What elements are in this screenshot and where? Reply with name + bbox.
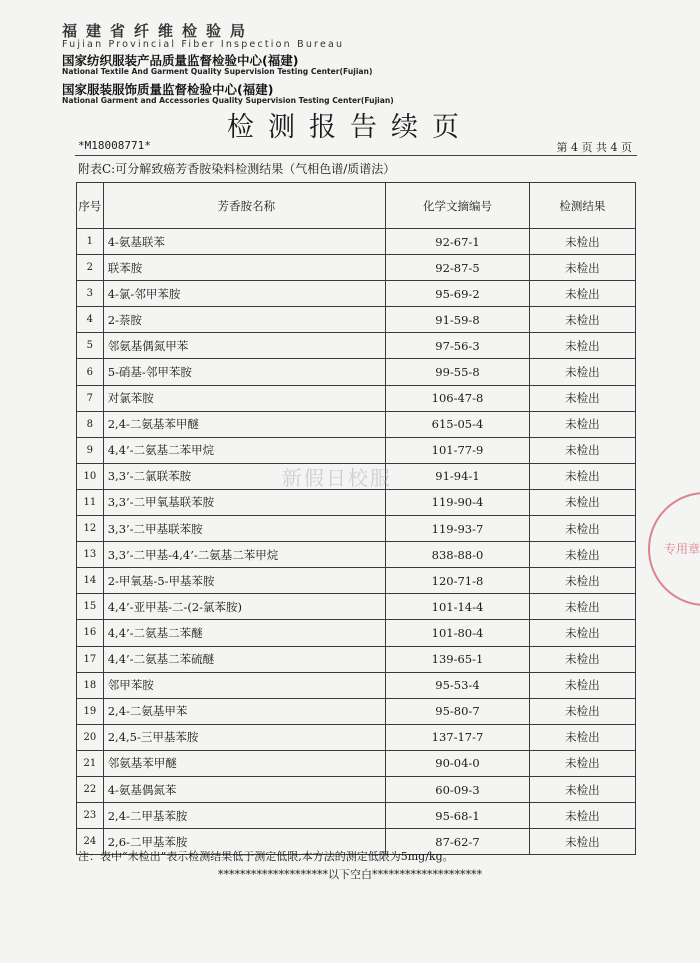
- amine-name: 3,3’-二氯联苯胺: [103, 463, 385, 489]
- cas-number: 91-59-8: [386, 307, 530, 333]
- table-row: [77, 516, 636, 542]
- table-row: [77, 437, 636, 463]
- result-value: 未检出: [529, 776, 635, 802]
- cas-number: 139-65-1: [386, 646, 530, 672]
- amine-name: 2,4,5-三甲基苯胺: [103, 724, 385, 750]
- row-number: 17: [77, 646, 104, 672]
- page-title: 检测报告续页: [227, 112, 473, 143]
- amine-name: 2-萘胺: [103, 307, 385, 333]
- table-row: [77, 385, 636, 411]
- amine-name: 2,4-二氨基苯甲醚: [103, 411, 385, 437]
- report-number: *M18008771*: [78, 139, 151, 152]
- table-row: [77, 359, 636, 385]
- seal-text: 专用章: [664, 542, 700, 556]
- cas-number: 97-56-3: [386, 333, 530, 359]
- result-value: 未检出: [529, 463, 635, 489]
- row-number: 19: [77, 698, 104, 724]
- cas-number: 95-69-2: [386, 281, 530, 307]
- amine-name: 4-氨基偶氮苯: [103, 776, 385, 802]
- table-row: [77, 698, 636, 724]
- row-number: 10: [77, 463, 104, 489]
- header-divider: [75, 155, 637, 156]
- amine-name: 3,3’-二甲基-4,4’-二氨基二苯甲烷: [103, 542, 385, 568]
- result-value: 未检出: [529, 672, 635, 698]
- table-row: [77, 620, 636, 646]
- table-row: [77, 672, 636, 698]
- row-number: 8: [77, 411, 104, 437]
- cas-number: 101-14-4: [386, 594, 530, 620]
- result-value: 未检出: [529, 516, 635, 542]
- amine-name: 4,4’-二氨基二苯硫醚: [103, 646, 385, 672]
- table-row: [77, 750, 636, 776]
- cas-number: 101-80-4: [386, 620, 530, 646]
- table-row: [77, 803, 636, 829]
- cas-number: 95-80-7: [386, 698, 530, 724]
- result-value: 未检出: [529, 698, 635, 724]
- amine-name: 4-氯-邻甲苯胺: [103, 281, 385, 307]
- table-row: [77, 255, 636, 281]
- row-number: 5: [77, 333, 104, 359]
- amine-name: 2-甲氧基-5-甲基苯胺: [103, 568, 385, 594]
- cas-number: 106-47-8: [386, 385, 530, 411]
- table-row: [77, 307, 636, 333]
- result-value: 未检出: [529, 568, 635, 594]
- row-number: 23: [77, 803, 104, 829]
- amine-name: 邻氨基偶氮甲苯: [103, 333, 385, 359]
- row-number: 7: [77, 385, 104, 411]
- cas-number: 615-05-4: [386, 411, 530, 437]
- amine-name: 3,3’-二甲基联苯胺: [103, 516, 385, 542]
- cas-number: 838-88-0: [386, 542, 530, 568]
- page-info: 第 4 页 共 4 页: [556, 141, 632, 154]
- row-number: 13: [77, 542, 104, 568]
- cas-number: 95-53-4: [386, 672, 530, 698]
- table-row: [77, 489, 636, 515]
- table-row: [77, 594, 636, 620]
- row-number: 24: [77, 829, 104, 855]
- cas-number: 90-04-0: [386, 750, 530, 776]
- amine-name: 5-硝基-邻甲苯胺: [103, 359, 385, 385]
- table-caption: 附表C:可分解致癌芳香胺染料检测结果（气相色谱/质谱法）: [78, 162, 396, 176]
- result-value: 未检出: [529, 281, 635, 307]
- table-row: [77, 281, 636, 307]
- row-number: 3: [77, 281, 104, 307]
- result-value: 未检出: [529, 307, 635, 333]
- header-result: 检测结果: [529, 183, 635, 229]
- result-value: 未检出: [529, 750, 635, 776]
- watermark: 新假日校服: [282, 466, 392, 490]
- center1-name-cn: 国家纺织服装产品质量监督检验中心(福建): [62, 53, 299, 68]
- table-row: [77, 646, 636, 672]
- result-value: 未检出: [529, 724, 635, 750]
- table-row: [77, 724, 636, 750]
- header-name: 芳香胺名称: [103, 183, 385, 229]
- result-value: 未检出: [529, 594, 635, 620]
- row-number: 1: [77, 229, 104, 255]
- row-number: 12: [77, 516, 104, 542]
- row-number: 21: [77, 750, 104, 776]
- table-row: [77, 776, 636, 802]
- result-value: 未检出: [529, 255, 635, 281]
- cas-number: 101-77-9: [386, 437, 530, 463]
- result-value: 未检出: [529, 437, 635, 463]
- result-value: 未检出: [529, 333, 635, 359]
- bureau-name-cn: 福建省纤维检验局: [62, 22, 255, 40]
- amine-name: 2,4-二甲基苯胺: [103, 803, 385, 829]
- row-number: 16: [77, 620, 104, 646]
- row-number: 22: [77, 776, 104, 802]
- cas-number: 95-68-1: [386, 803, 530, 829]
- row-number: 9: [77, 437, 104, 463]
- amine-name: 联苯胺: [103, 255, 385, 281]
- center1-name-en: National Textile And Garment Quality Supervision Testing Center(Fujian): [62, 67, 373, 76]
- footnote: 注：表中“未检出”表示检测结果低于测定低限,本方法的测定低限为5mg/kg。: [78, 850, 454, 863]
- amine-name: 邻氨基苯甲醚: [103, 750, 385, 776]
- cas-number: 137-17-7: [386, 724, 530, 750]
- table-body: [77, 229, 636, 855]
- amine-name: 邻甲苯胺: [103, 672, 385, 698]
- table-row: [77, 411, 636, 437]
- row-number: 11: [77, 489, 104, 515]
- table-row: [77, 568, 636, 594]
- row-number: 15: [77, 594, 104, 620]
- cas-number: 99-55-8: [386, 359, 530, 385]
- header-cas: 化学文摘编号: [386, 183, 530, 229]
- cas-number: 120-71-8: [386, 568, 530, 594]
- table-row: [77, 333, 636, 359]
- bureau-name-en: Fujian Provincial Fiber Inspection Bureau: [62, 39, 345, 50]
- amine-name: 3,3’-二甲氧基联苯胺: [103, 489, 385, 515]
- table-header-row: [77, 183, 636, 229]
- cas-number: 91-94-1: [386, 463, 530, 489]
- row-number: 6: [77, 359, 104, 385]
- result-value: 未检出: [529, 803, 635, 829]
- result-value: 未检出: [529, 229, 635, 255]
- amine-name: 4,4’-二氨基二苯醚: [103, 620, 385, 646]
- results-table: [76, 182, 636, 855]
- result-value: 未检出: [529, 829, 635, 855]
- amine-name: 4-氨基联苯: [103, 229, 385, 255]
- row-number: 2: [77, 255, 104, 281]
- center2-name-en: National Garment and Accessories Quality Supervision Testing Center(Fujian): [62, 96, 394, 105]
- amine-name: 4,4’-二氨基二苯甲烷: [103, 437, 385, 463]
- amine-name: 2,6-二甲基苯胺: [103, 829, 385, 855]
- amine-name: 对氯苯胺: [103, 385, 385, 411]
- center2-name-cn: 国家服装服饰质量监督检验中心(福建): [62, 82, 274, 97]
- result-value: 未检出: [529, 385, 635, 411]
- result-value: 未检出: [529, 620, 635, 646]
- row-number: 20: [77, 724, 104, 750]
- cas-number: 60-09-3: [386, 776, 530, 802]
- end-of-content-mark: ********************以下空白********************: [218, 868, 482, 881]
- header-no: 序号: [77, 183, 104, 229]
- table-row: [77, 542, 636, 568]
- amine-name: 4,4’-亚甲基-二-(2-氯苯胺): [103, 594, 385, 620]
- row-number: 18: [77, 672, 104, 698]
- cas-number: 87-62-7: [386, 829, 530, 855]
- result-value: 未检出: [529, 359, 635, 385]
- cas-number: 92-87-5: [386, 255, 530, 281]
- table-row: [77, 229, 636, 255]
- row-number: 4: [77, 307, 104, 333]
- cas-number: 119-90-4: [386, 489, 530, 515]
- result-value: 未检出: [529, 489, 635, 515]
- row-number: 14: [77, 568, 104, 594]
- amine-name: 2,4-二氨基甲苯: [103, 698, 385, 724]
- result-value: 未检出: [529, 411, 635, 437]
- result-value: 未检出: [529, 542, 635, 568]
- cas-number: 119-93-7: [386, 516, 530, 542]
- cas-number: 92-67-1: [386, 229, 530, 255]
- result-value: 未检出: [529, 646, 635, 672]
